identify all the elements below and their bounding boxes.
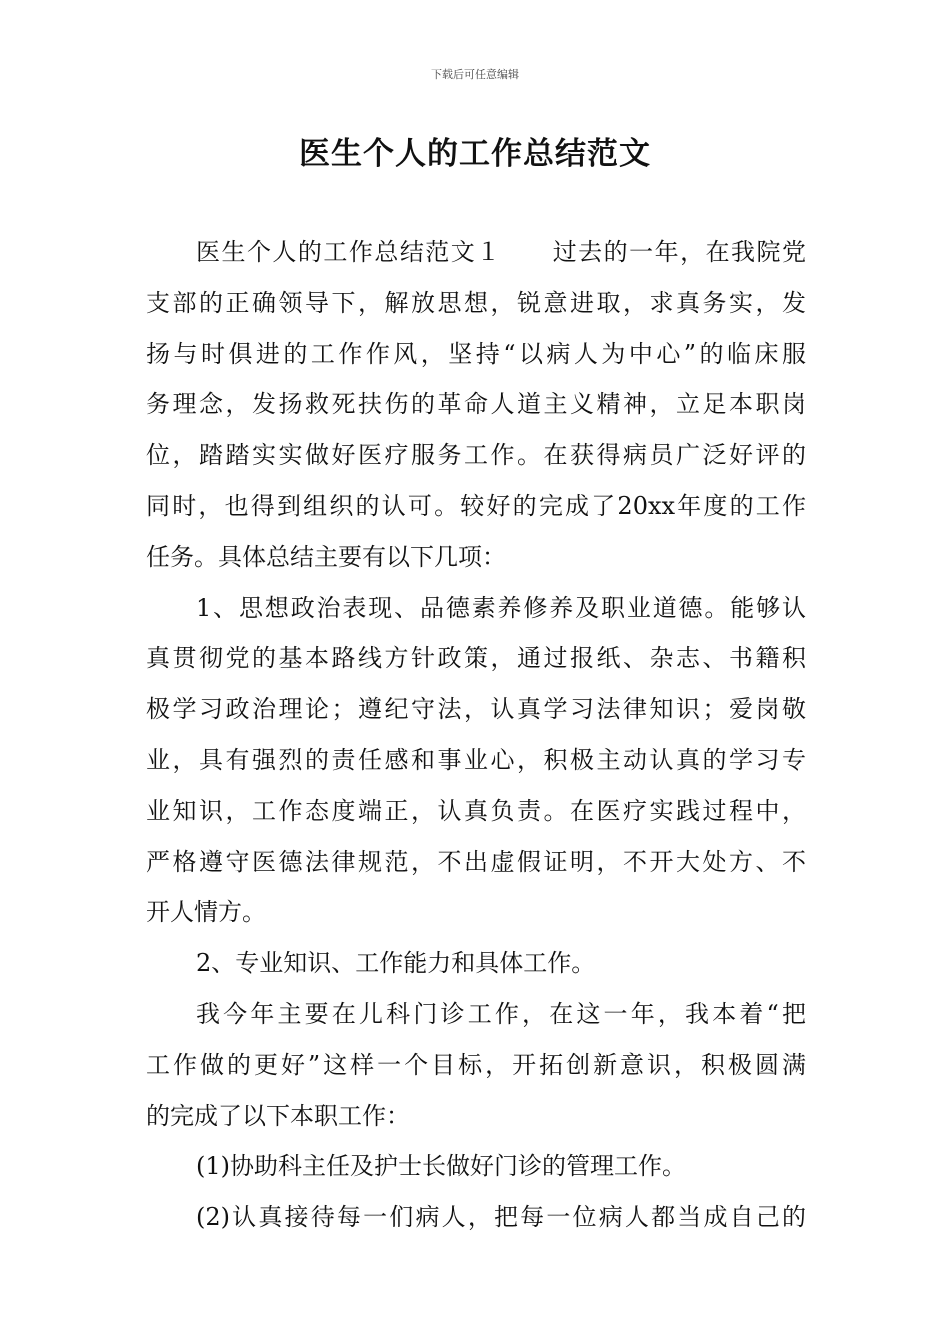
document-body xyxy=(146,227,806,1243)
text-line: 开人情方。 xyxy=(146,898,266,927)
header-note: 下载后可任意编辑 xyxy=(431,68,519,81)
text-line: 医生个人的工作总结范文１ 过去的一年，在我院党 xyxy=(196,238,806,266)
text-line: 任务。具体总结主要有以下几项： xyxy=(146,542,506,571)
text-line: 扬与时俱进的工作作风，坚持“以病人为中心”的临床服 xyxy=(146,339,806,368)
text-line: 真贯彻党的基本路线方针政策，通过报纸、杂志、书籍积 xyxy=(146,644,806,673)
document-title: 医生个人的工作总结范文 xyxy=(299,136,651,172)
text-line: 工作做的更好”这样一个目标，开拓创新意识，积极圆满 xyxy=(146,1050,806,1079)
text-line: 业知识，工作态度端正，认真负责。在医疗实践过程中， xyxy=(146,796,806,825)
text-line: 极学习政治理论；遵纪守法，认真学习法律知识；爱岗敬 xyxy=(146,695,806,724)
text-line: 位，踏踏实实做好医疗服务工作。在获得病员广泛好评的 xyxy=(146,441,806,470)
text-line: 2、专业知识、工作能力和具体工作。 xyxy=(196,949,596,978)
text-line: (2)认真接待每一们病人，把每一位病人都当成自己的 xyxy=(196,1203,806,1232)
text-line: 支部的正确领导下，解放思想，锐意进取，求真务实，发 xyxy=(146,288,806,317)
text-line: 的完成了以下本职工作： xyxy=(146,1101,410,1130)
text-line: 我今年主要在儿科门诊工作，在这一年，我本着“把 xyxy=(196,999,806,1028)
text-line: 同时，也得到组织的认可。较好的完成了20xx年度的工作 xyxy=(146,491,806,520)
text-line: 务理念，发扬救死扶伤的革命人道主义精神，立足本职岗 xyxy=(146,390,806,419)
text-line: (1)协助科主任及护士长做好门诊的管理工作。 xyxy=(196,1152,686,1181)
text-line: 业，具有强烈的责任感和事业心，积极主动认真的学习专 xyxy=(146,745,806,774)
text-line: 1、思想政治表现、品德素养修养及职业道德。能够认 xyxy=(196,593,806,622)
text-line: 严格遵守医德法律规范，不出虚假证明，不开大处方、不 xyxy=(146,847,806,876)
